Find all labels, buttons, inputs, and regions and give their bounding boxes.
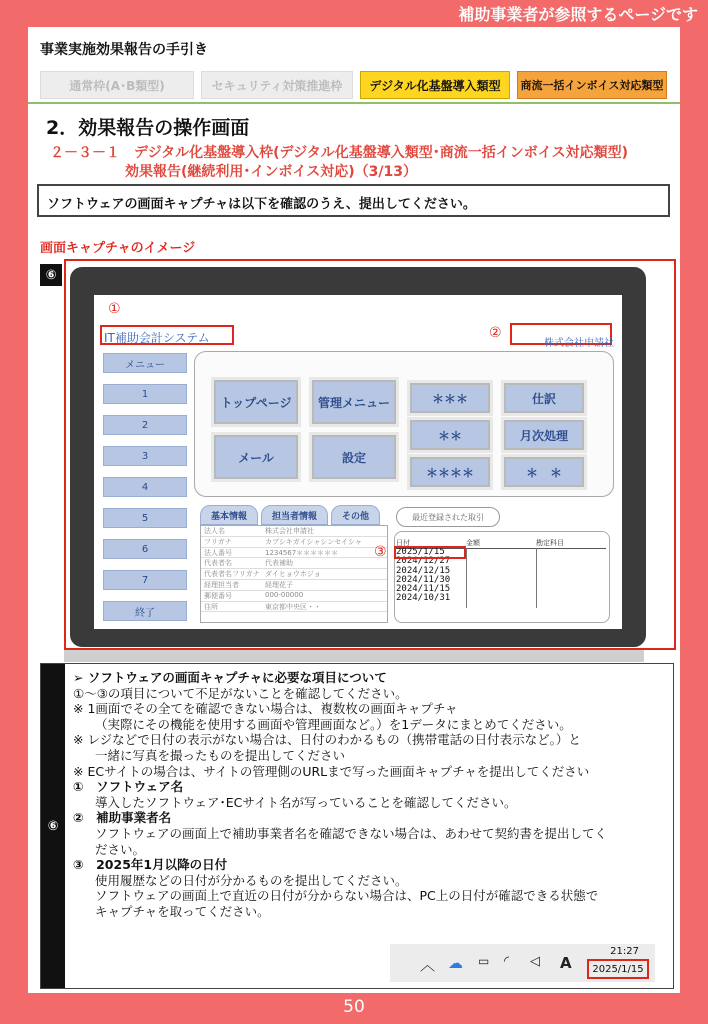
tile-settings[interactable]: 設定 bbox=[312, 435, 396, 479]
instruction-box: ソフトウェアの画面キャプチャは以下を確認のうえ、提出してください。 bbox=[37, 184, 670, 217]
info-value: 株式会社申請社 bbox=[265, 527, 314, 535]
page-number: 50 bbox=[343, 997, 365, 1017]
requirement-line: ※ 1画面でその全てを確認できない場合は、複数枚の画面キャプチャ bbox=[73, 701, 458, 717]
tile-4[interactable]: ＊ ＊ bbox=[504, 457, 584, 487]
tab-invoice: 商流一括インボイス対応類型 bbox=[517, 71, 667, 99]
shadow-strip bbox=[64, 650, 644, 662]
subtitle-line-2: 効果報告(継続利用･インボイス対応)（3/13） bbox=[125, 164, 417, 180]
tile-3[interactable]: ＊＊＊＊ bbox=[410, 457, 490, 487]
info-value: 東京都中央区・・ bbox=[265, 602, 321, 611]
info-row bbox=[201, 558, 387, 569]
requirements-text bbox=[73, 670, 669, 920]
image-label: 画面キャプチャのイメージ bbox=[40, 241, 196, 256]
item-desc: 使用履歴などの日付が分かるものを提出してください。 bbox=[95, 872, 408, 888]
info-row bbox=[201, 591, 387, 602]
side-exit-button[interactable]: 終了 bbox=[103, 601, 187, 621]
info-row bbox=[201, 526, 387, 537]
info-row bbox=[201, 569, 387, 580]
side-button-7[interactable]: 7 bbox=[103, 570, 187, 590]
tab-other[interactable]: その他 bbox=[331, 505, 380, 525]
requirement-line: （実際にその機能を使用する画面や管理画面など。）を1データにまとめてください。 bbox=[95, 716, 572, 732]
tile-top-page[interactable]: トップページ bbox=[214, 380, 298, 424]
side-button-2[interactable]: 2 bbox=[103, 415, 187, 435]
info-value: カブシキガイシャシンセイシャ bbox=[265, 537, 362, 546]
subtitle-line-1: ２－３－１ デジタル化基盤導入枠(デジタル化基盤導入類型･商流一括インボイス対応類型) bbox=[50, 145, 628, 161]
requirement-line: ※ レジなどで日付の表示がない場合は、日付のわかるもの（携帯電話の日付表示など。）と bbox=[73, 732, 581, 748]
log-header-account: 勘定科目 bbox=[536, 539, 564, 547]
item-title bbox=[73, 810, 669, 826]
info-row bbox=[201, 537, 387, 548]
section-title: 2．効果報告の操作画面 bbox=[46, 117, 250, 139]
tab-security: セキュリティ対策推進枠 bbox=[201, 71, 353, 99]
item-number: ① bbox=[73, 779, 84, 795]
highlight-date bbox=[394, 546, 466, 559]
item-number: ② bbox=[73, 810, 84, 826]
system-name: IT補助会計システム bbox=[104, 331, 210, 345]
tab-digital-base: デジタル化基盤導入類型 bbox=[360, 71, 510, 99]
info-key: フリガナ bbox=[204, 537, 232, 546]
item-desc: ソフトウェアの画面上で補助事業者名を確認できない場合は、あわせて契約書を提出してく bbox=[95, 825, 608, 841]
info-row bbox=[201, 580, 387, 591]
recent-transactions-button[interactable]: 最近登録された取引 bbox=[396, 507, 500, 527]
side-menu-button[interactable]: メニュー bbox=[103, 353, 187, 373]
log-date: 2025/1/15 bbox=[396, 547, 445, 557]
tile-1[interactable]: ＊＊＊ bbox=[410, 383, 490, 413]
number-badge: ⑥ bbox=[40, 264, 62, 286]
log-date: 2024/12/15 bbox=[396, 565, 451, 576]
wifi-icon: ◜ bbox=[504, 954, 510, 969]
side-button-1[interactable]: 1 bbox=[103, 384, 187, 404]
log-date: 2024/10/31 bbox=[396, 593, 451, 604]
requirements-box bbox=[40, 663, 674, 989]
marker-2: ② bbox=[489, 325, 502, 341]
number-badge: ⑥ bbox=[41, 664, 65, 988]
info-value: 000-00000 bbox=[265, 590, 304, 599]
info-value: 1234567＊＊＊＊＊＊ bbox=[265, 548, 339, 557]
info-value: ダイヒョウホジョ bbox=[265, 570, 321, 579]
taskbar-sample bbox=[390, 944, 655, 982]
tab-contact-info[interactable]: 担当者情報 bbox=[261, 505, 328, 525]
ime-icon: A bbox=[560, 954, 572, 972]
tile-mail[interactable]: メール bbox=[214, 435, 298, 479]
tile-admin-menu[interactable]: 管理メニュー bbox=[312, 380, 396, 424]
info-tabs bbox=[200, 505, 380, 525]
info-key: 代表者名フリガナ bbox=[204, 570, 260, 579]
item-title-text: ソフトウェア名 bbox=[96, 779, 184, 795]
taskbar-time: 21:27 bbox=[610, 946, 639, 957]
chevron-up-icon: ︿ bbox=[420, 956, 436, 974]
speaker-icon: ◁ bbox=[530, 954, 540, 969]
item-desc: 導入したソフトウェア･ECサイト名が写っていることを確認してください。 bbox=[95, 794, 517, 810]
requirements-heading: ➢ ソフトウェアの画面キャプチャに必要な項目について bbox=[73, 670, 387, 685]
marker-1: ① bbox=[108, 301, 121, 317]
tile-journal[interactable]: 仕訳 bbox=[504, 383, 584, 413]
log-header-date: 日付 bbox=[396, 539, 410, 547]
item-number: ③ bbox=[73, 857, 84, 873]
log-date: 2024/11/30 bbox=[396, 574, 451, 585]
company-name: 株式会社申請社 bbox=[544, 338, 614, 349]
info-row bbox=[201, 548, 387, 559]
tablet-device bbox=[70, 267, 646, 647]
info-value: 経理花子 bbox=[265, 580, 293, 589]
page bbox=[28, 27, 680, 993]
info-key: 経理担当者 bbox=[204, 580, 239, 589]
side-button-6[interactable]: 6 bbox=[103, 539, 187, 559]
capture-frame bbox=[64, 259, 676, 650]
log-column-line bbox=[536, 548, 537, 608]
item-title bbox=[73, 779, 669, 795]
log-date: 2024/12/27 bbox=[396, 556, 451, 567]
info-key: 住所 bbox=[204, 602, 218, 611]
requirement-line: ①～③の項目について不足がないことを確認してください。 bbox=[73, 685, 408, 701]
info-key: 郵便番号 bbox=[204, 591, 232, 600]
info-value: 代表補助 bbox=[265, 559, 293, 568]
tile-monthly[interactable]: 月次処理 bbox=[504, 420, 584, 450]
divider bbox=[28, 102, 680, 104]
side-button-4[interactable]: 4 bbox=[103, 477, 187, 497]
requirement-line: 一緒に写真を撮ったものを提出してください bbox=[95, 747, 346, 763]
info-key: 代表者名 bbox=[204, 559, 232, 568]
log-header-amount: 金額 bbox=[466, 539, 480, 547]
item-desc: ソフトウェアの画面上で直近の日付が分からない場合は、PC上の日付が確認できる状態で bbox=[95, 888, 599, 904]
info-key: 法人名 bbox=[204, 527, 225, 535]
battery-icon: ▭ bbox=[478, 954, 490, 968]
top-note: 補助事業者が参照するページです bbox=[458, 5, 698, 24]
item-title-text: 2025年1月以降の日付 bbox=[96, 857, 228, 873]
info-row bbox=[201, 602, 387, 613]
info-table bbox=[200, 525, 388, 623]
sample-screen bbox=[94, 295, 622, 629]
tab-normal: 通常枠(A･B類型) bbox=[40, 71, 194, 99]
log-column-line bbox=[466, 548, 467, 608]
cloud-icon: ☁ bbox=[448, 954, 463, 972]
doc-title: 事業実施効果報告の手引き bbox=[40, 42, 208, 58]
info-key: 法人番号 bbox=[204, 548, 232, 557]
side-button-3[interactable]: 3 bbox=[103, 446, 187, 466]
marker-3: ③ bbox=[374, 544, 387, 560]
category-tabs bbox=[40, 71, 667, 99]
item-title-text: 補助事業者名 bbox=[96, 810, 172, 826]
requirement-line: ※ ECサイトの場合は、サイトの管理側のURLまで写った画面キャプチャを提出してください bbox=[73, 763, 590, 779]
item-title bbox=[73, 857, 669, 873]
item-desc: ださい。 bbox=[95, 841, 146, 857]
tile-2[interactable]: ＊＊ bbox=[410, 420, 490, 450]
log-date: 2024/11/15 bbox=[396, 584, 451, 595]
item-desc: キャプチャを取ってください。 bbox=[95, 903, 270, 919]
tab-basic-info[interactable]: 基本情報 bbox=[200, 505, 258, 525]
taskbar-date: 2025/1/15 bbox=[587, 959, 649, 979]
side-button-5[interactable]: 5 bbox=[103, 508, 187, 528]
